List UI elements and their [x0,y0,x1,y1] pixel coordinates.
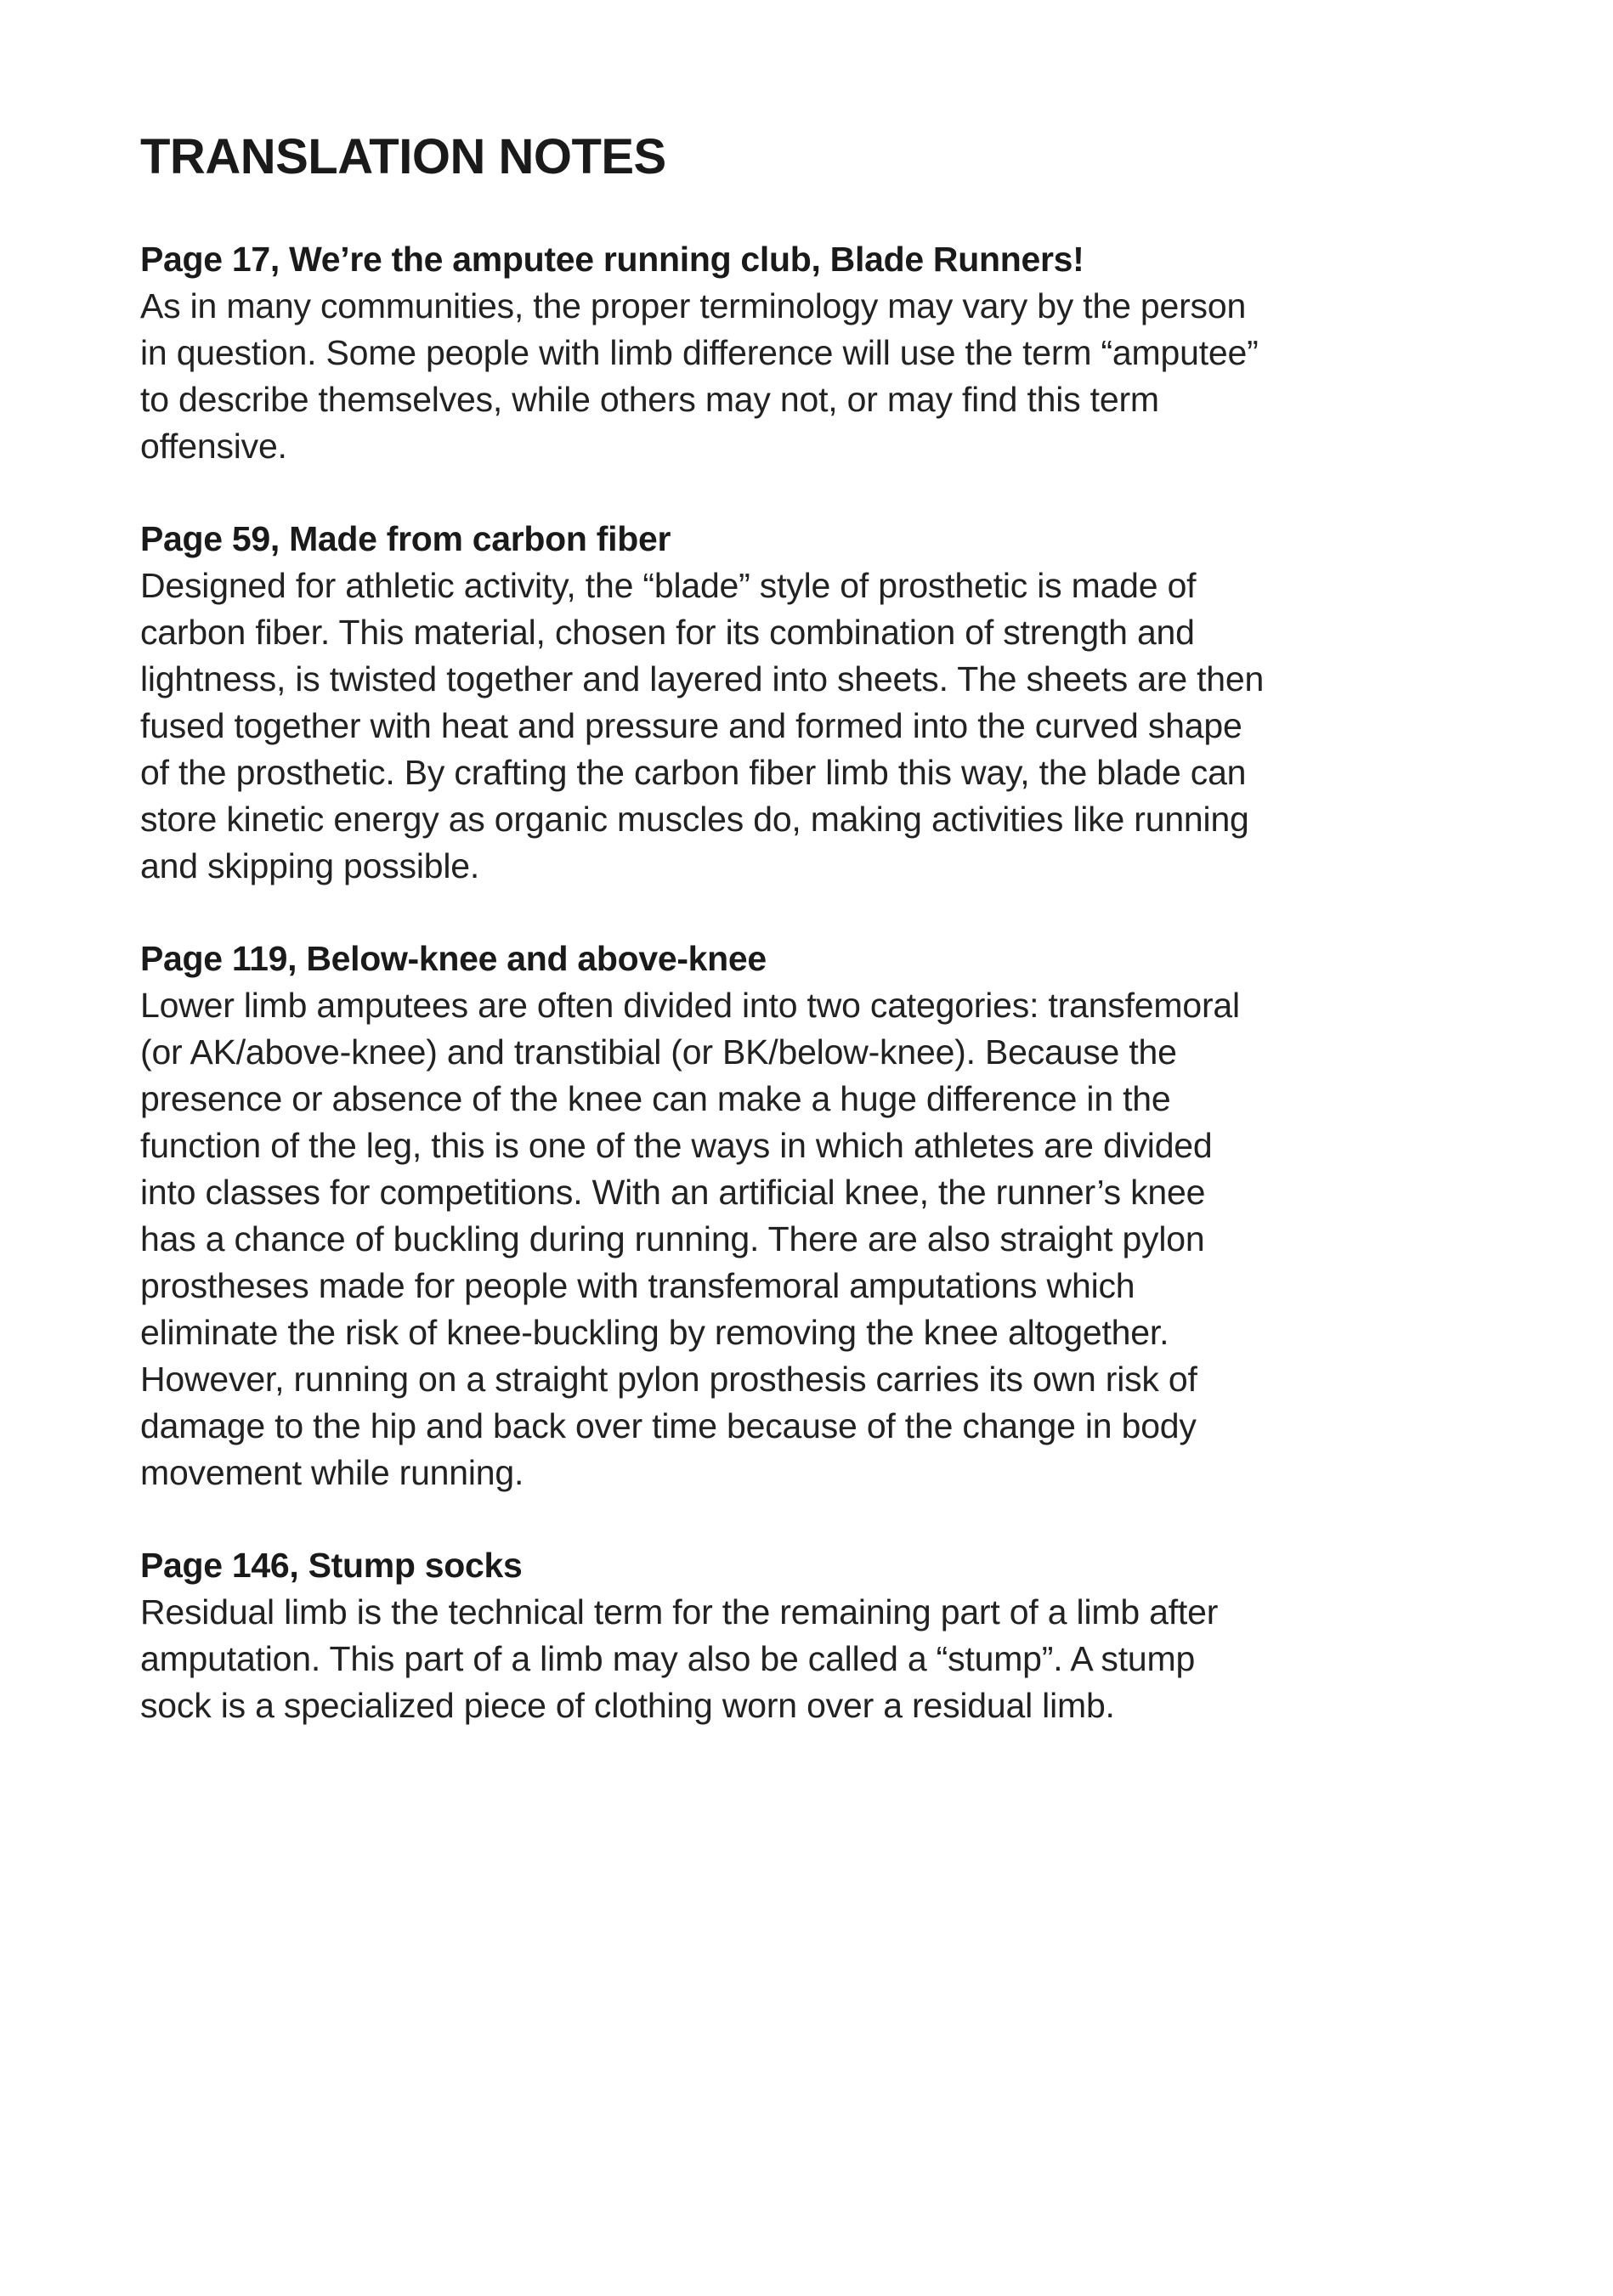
note-heading: Page 146, Stump socks [140,1546,523,1585]
note-heading: Page 17, We’re the amputee running club, Blade Runners! [140,240,1084,279]
body-line: lightness, is twisted together and layered into sheets. The sheets are then [140,659,1265,698]
body-line: to describe themselves, while others may not, or may find this term [140,380,1159,419]
body-line: As in many communities, the proper terminology may vary by the person [140,286,1247,325]
body-line: However, running on a straight pylon prosthesis carries its own risk of [140,1360,1197,1399]
body-line: carbon fiber. This material, chosen for its combination of strength and [140,613,1195,652]
body-line: in question. Some people with limb difference will use the term “amputee” [140,333,1259,372]
body-line: function of the leg, this is one of the ways in which athletes are divided [140,1126,1213,1165]
note-body [140,283,1500,470]
body-line: store kinetic energy as organic muscles do, making activities like running [140,800,1249,839]
body-line: into classes for competitions. With an artificial knee, the runner’s knee [140,1173,1206,1212]
body-line: amputation. This part of a limb may also be called a “stump”. A stump [140,1639,1196,1678]
note-page-119 [140,936,1500,1496]
body-line: prostheses made for people with transfemoral amputations which [140,1266,1135,1305]
body-line: movement while running. [140,1453,524,1492]
body-line: Lower limb amputees are often divided into two categories: transfemoral [140,986,1240,1025]
note-page-17 [140,236,1500,470]
body-line: Residual limb is the technical term for the remaining part of a limb after [140,1592,1219,1632]
document-page [140,127,1500,1775]
note-heading: Page 59, Made from carbon fiber [140,519,671,558]
body-line: fused together with heat and pressure and formed into the curved shape [140,706,1242,745]
body-line: and skipping possible. [140,846,480,885]
body-line: has a chance of buckling during running. There are also straight pylon [140,1219,1205,1258]
note-page-146 [140,1542,1500,1729]
body-line: of the prosthetic. By crafting the carbon fiber limb this way, the blade can [140,753,1247,792]
body-line: sock is a specialized piece of clothing worn over a residual limb. [140,1686,1115,1725]
note-body [140,563,1500,890]
note-heading: Page 119, Below-knee and above-knee [140,939,767,978]
note-page-59 [140,516,1500,890]
body-line: (or AK/above-knee) and transtibial (or BK/below-knee). Because the [140,1032,1177,1072]
body-line: presence or absence of the knee can make a huge difference in the [140,1079,1171,1118]
body-line: damage to the hip and back over time because of the change in body [140,1406,1197,1445]
note-body [140,1589,1500,1729]
body-line: Designed for athletic activity, the “blade” style of prosthetic is made of [140,566,1197,605]
body-line: eliminate the risk of knee-buckling by removing the knee altogether. [140,1313,1169,1352]
page-title: TRANSLATION NOTES [140,129,666,184]
body-line: offensive. [140,427,287,466]
note-body [140,982,1500,1496]
